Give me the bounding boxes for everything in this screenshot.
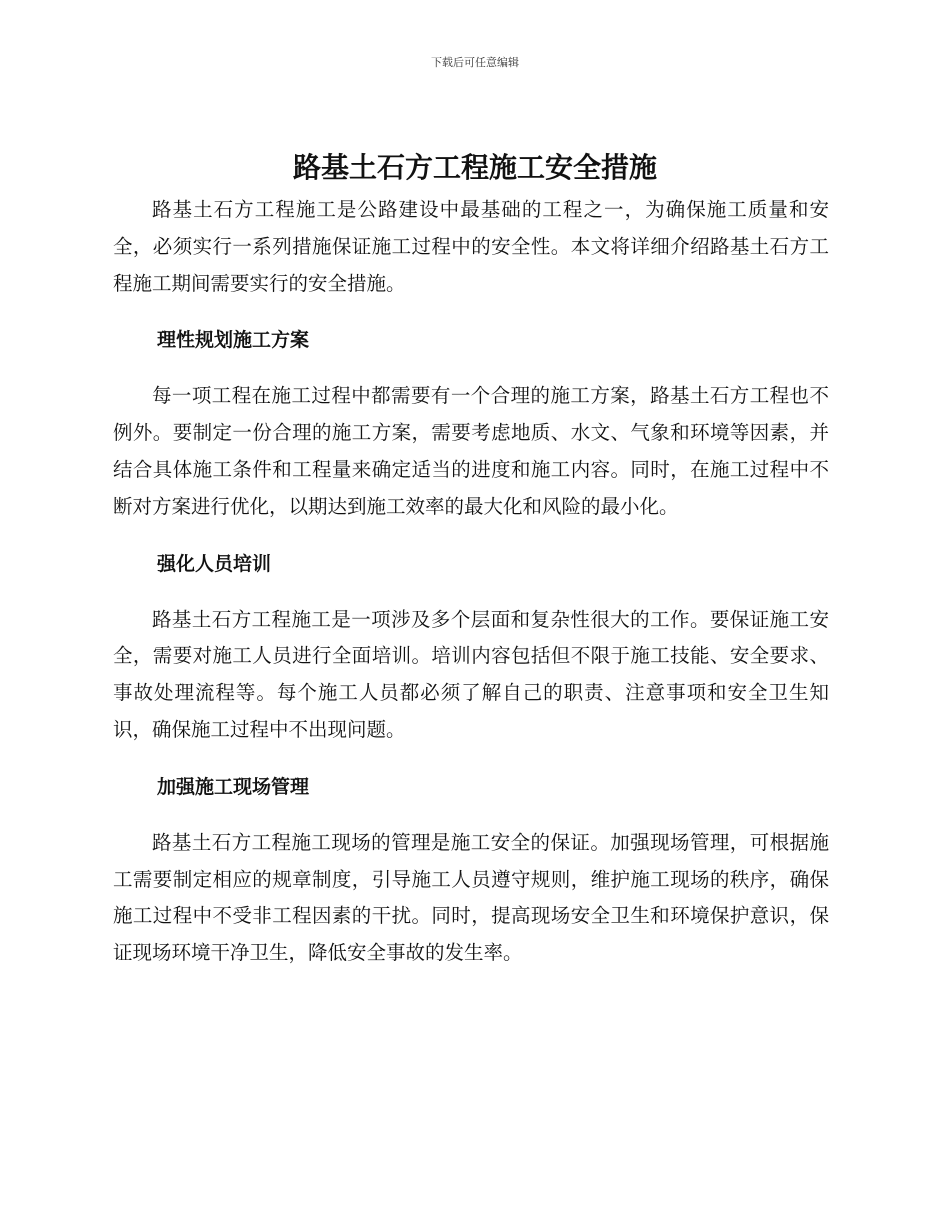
section-body-planning: 每一项工程在施工过程中都需要有一个合理的施工方案，路基土石方工程也不例外。要制定一份合理的施工方案，需要考虑地质、水文、气象和环境等因素，并结合具体施工条件和工程量来确定适当的进度和施工内容。同时，在施工过程中不断对方案进行优化，以期达到施工效率的最大化和风险的最小化。 [113,384,829,518]
section-body-site-management: 路基土石方工程施工现场的管理是施工安全的保证。加强现场管理，可根据施工需要制定相应的规章制度，引导施工人员遵守规则，维护施工现场的秩序，确保施工过程中不受非工程因素的干扰。同时，提高现场安全卫生和环境保护意识，保证现场环境干净卫生，降低安全事故的发生率。 [113,830,829,965]
page-title: 路基土石方工程施工安全措施 [292,151,657,184]
section-heading-planning: 理性规划施工方案 [157,329,310,352]
section-body-training: 路基土石方工程施工是一项涉及多个层面和复杂性很大的工作。要保证施工安全，需要对施工人员进行全面培训。培训内容包括但不限于施工技能、安全要求、事故处理流程等。每个施工人员都必须了解自己的职责、注意事项和安全卫生知识，确保施工过程中不出现问题。 [113,607,829,741]
document-body [113,192,829,972]
section-heading-site-management: 加强施工现场管理 [157,775,310,798]
section-heading-training: 强化人员培训 [157,552,272,575]
intro-paragraph: 路基土石方工程施工是公路建设中最基础的工程之一，为确保施工质量和安全，必须实行一系列措施保证施工过程中的安全性。本文将详细介绍路基土石方工程施工期间需要实行的安全措施。 [113,198,829,295]
header-note: 下载后可任意编辑 [431,56,519,69]
